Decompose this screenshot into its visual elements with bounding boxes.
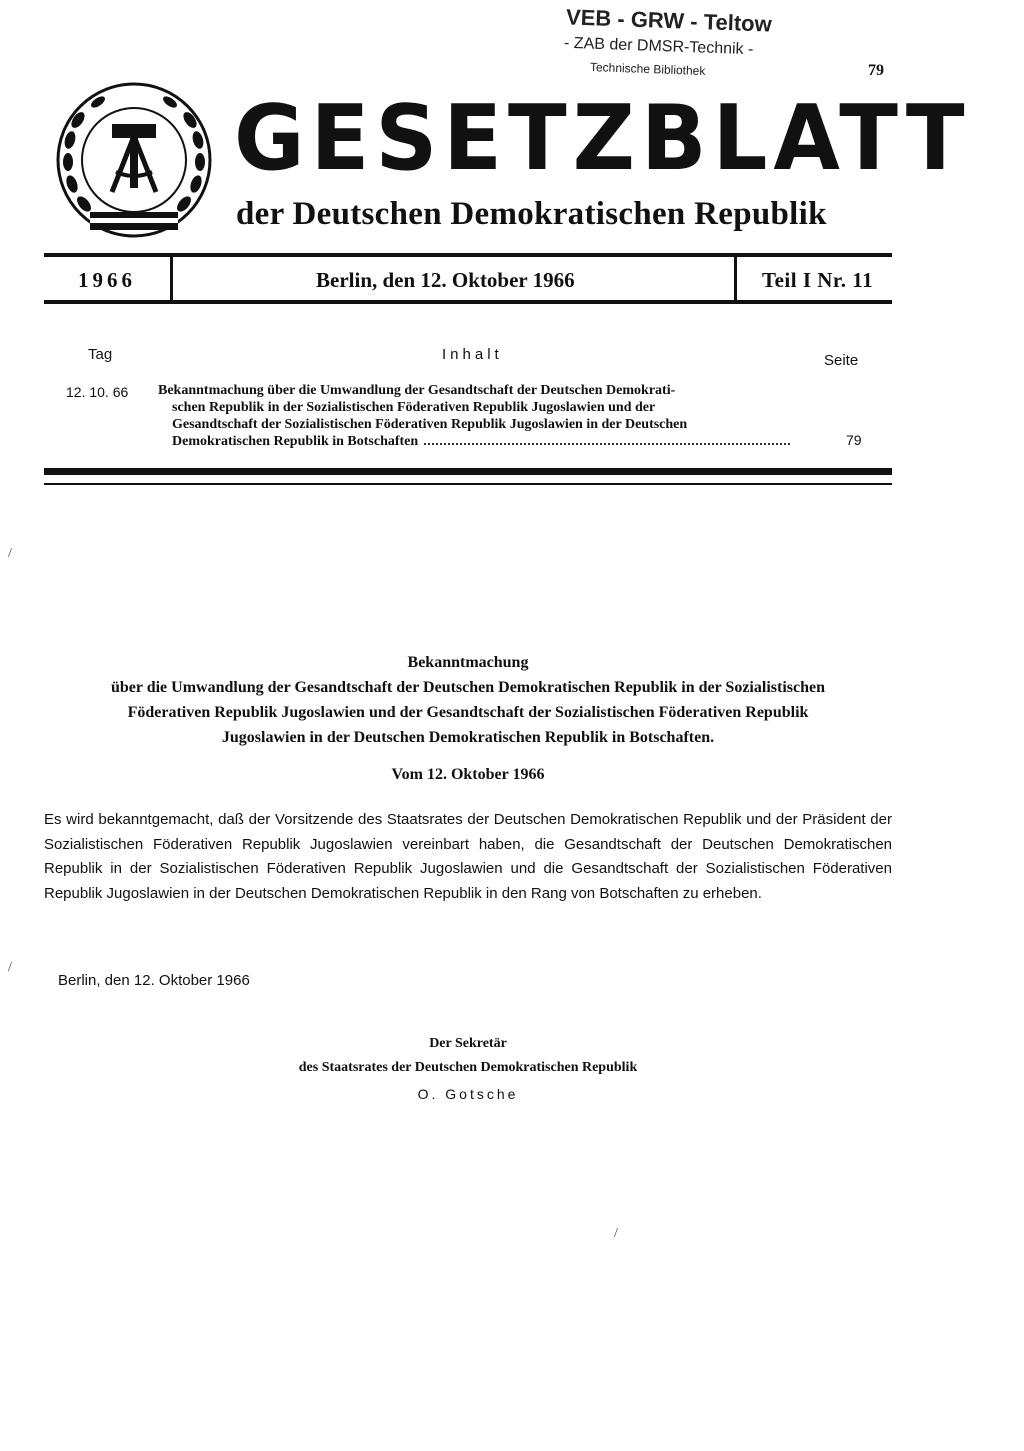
- toc-column-content: Inhalt: [442, 346, 503, 363]
- toc-entry-last-line: [158, 433, 794, 450]
- scan-mark: /: [8, 960, 12, 975]
- announcement-date: Vom 12. Oktober 1966: [391, 766, 545, 783]
- announcement-heading: Bekanntmachung: [407, 654, 529, 671]
- library-stamp: [548, 4, 788, 86]
- toc-entry: [158, 382, 794, 450]
- issue-date: Berlin, den 12. Oktober 1966: [316, 268, 575, 292]
- stamp-line-2: - ZAB der DMSR-Technik -: [563, 34, 754, 59]
- masthead-subtitle: der Deutschen Demokratischen Republik: [236, 196, 827, 232]
- toc-entry-date: 12. 10. 66: [66, 384, 129, 400]
- scan-mark: /: [614, 1226, 618, 1241]
- section-rule-thick: [44, 468, 892, 475]
- place-and-date: Berlin, den 12. Oktober 1966: [58, 972, 250, 989]
- masthead-title: GESETZBLATT: [234, 86, 971, 191]
- announcement-body: Es wird bekanntgemacht, daß der Vorsitzende des Staatsrates der Deutschen Demokratischen Republik und der Präsident der Sozialistischen Föderativen Republik Jugoslawien vereinbart haben, die Gesandtschaft der Deutschen Demokratischen Republik in der Sozialistischen Föderativen Republik Jugoslawien und die Gesandtschaft der Sozialistischen Föderativen Republik Jugoslawien in der Deutschen Demokratischen Republik in den Rang von Botschaften zu erheben.: [44, 811, 892, 902]
- announcement-title-line: Jugoslawien in der Deutschen Demokratischen Republik in Botschaften.: [221, 729, 715, 746]
- toc-entry-line: Demokratischen Republik in Botschaften: [172, 434, 419, 449]
- toc-column-day: Tag: [88, 346, 113, 363]
- toc-entry-page: 79: [846, 432, 862, 448]
- signatory-organization: des Staatsrates der Deutschen Demokratischen Republik: [298, 1060, 638, 1075]
- announcement-title: [40, 650, 896, 750]
- state-emblem-icon: [54, 80, 214, 240]
- stamp-line-3: Technische Bibliothek: [589, 59, 706, 79]
- issue-year: 1966: [78, 268, 136, 292]
- issue-part-number: Teil I Nr. 11: [762, 268, 874, 292]
- toc-leader-dots: [424, 443, 790, 445]
- page-number: 79: [868, 62, 884, 79]
- header-divider: [734, 257, 737, 301]
- announcement-title-line: Föderativen Republik Jugoslawien und der Gesandtschaft der Sozialistischen Föderativen Republik: [127, 704, 809, 721]
- stamp-line-1: VEB - GRW - Teltow: [565, 4, 773, 37]
- toc-entry-line: Gesandtschaft der Sozialistischen Föderativen Republik Jugoslawien in der Deutschen: [172, 417, 688, 432]
- signatory-title: Der Sekretär: [429, 1036, 507, 1051]
- toc-entry-line: schen Republik in der Sozialistischen Föderativen Republik Jugoslawien und der: [172, 400, 656, 415]
- toc-entry-line: Bekanntmachung über die Umwandlung der Gesandtschaft der Deutschen Demokrati-: [158, 383, 676, 398]
- toc-column-page: Seite: [824, 352, 859, 369]
- announcement-title-line: über die Umwandlung der Gesandtschaft der Deutschen Demokratischen Republik in der Sozialistischen: [111, 679, 825, 696]
- header-divider: [170, 257, 173, 301]
- scan-mark: /: [8, 546, 12, 561]
- section-rule-thin: [44, 483, 892, 485]
- signatory-name: O. Gotsche: [417, 1086, 519, 1102]
